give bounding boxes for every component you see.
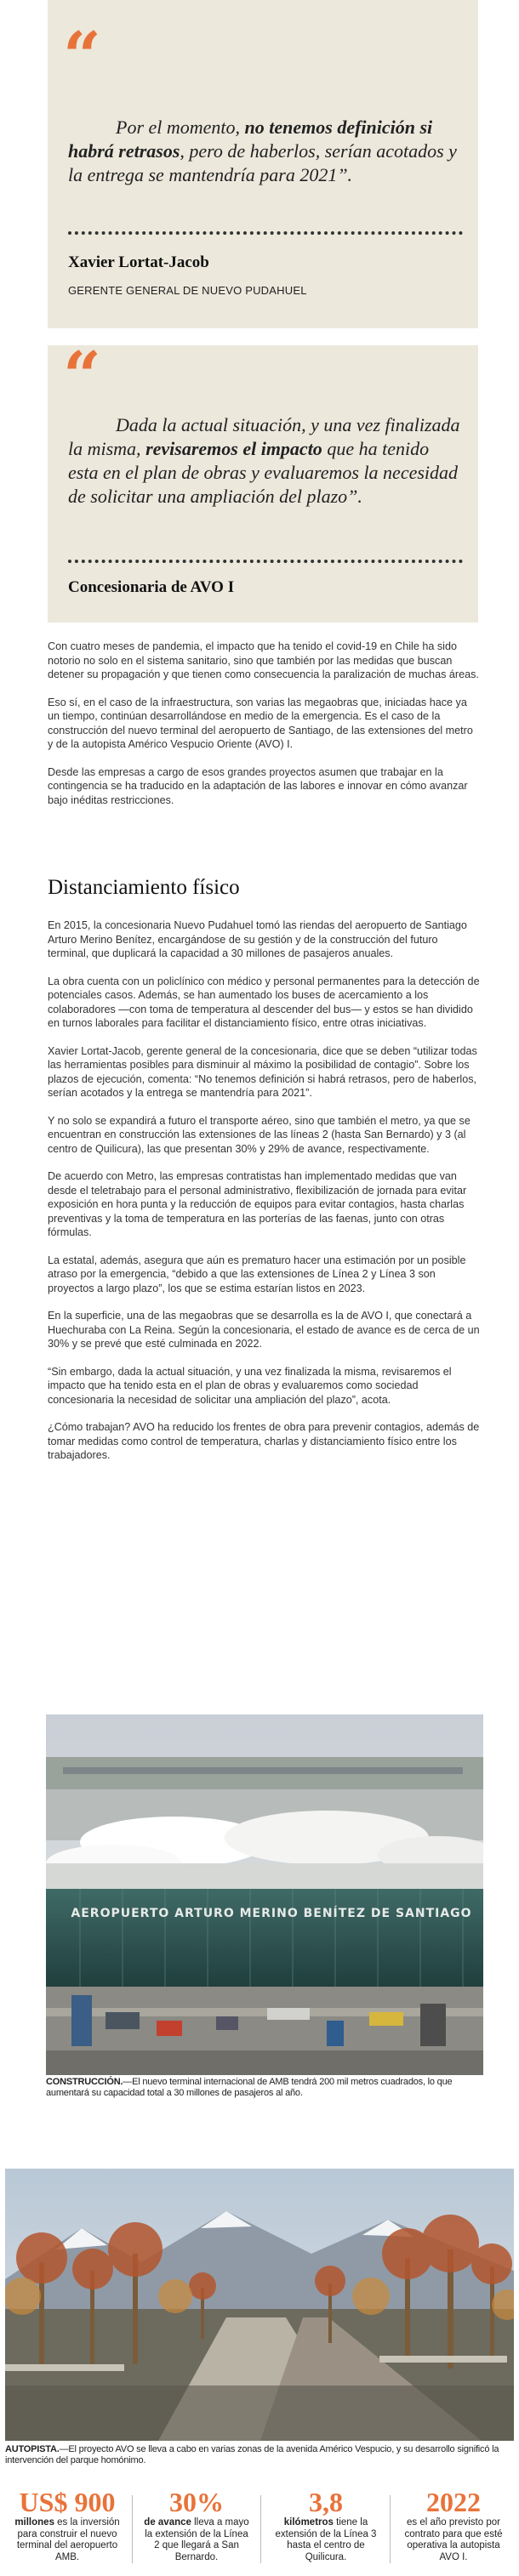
paragraph: ¿Cómo trabajan? AVO ha reducido los frentes de obra para prevenir contagios, además de tomar medidas como control de temperatura, charlas y distanciamiento físico entre los trabajadores.: [48, 1421, 480, 1461]
quote-divider: [68, 231, 463, 235]
quote-text: [68, 116, 463, 187]
stat-divider: [390, 2495, 391, 2563]
airport-caption: [46, 2077, 488, 2099]
stat-value: 30%: [169, 2487, 224, 2517]
caption-label: CONSTRUCCIÓN.: [46, 2077, 123, 2087]
quote-text-part: que ha tenido esta en el plan de obras y evaluaremos la necesidad de solicitar una ampliación del plazo”.: [68, 438, 459, 507]
quote-text-part: Dada la actual situación, y una vez finalizada la misma,: [68, 414, 460, 459]
caption-text: —El proyecto AVO se lleva a cabo en varias zonas de la avenida Américo Vespucio, y su desarrollo significó la intervención del parque homónimo.: [5, 2444, 499, 2465]
quote-text-part: Por el momento,: [116, 117, 245, 138]
stats-bar: [0, 2487, 519, 2576]
quote-text: [68, 413, 463, 509]
paragraph: Y no solo se expandirá a futuro el transporte aéreo, sino que también el metro, ya que se encuentran en construcción las extensiones de las líneas 2 (hasta San Bernardo) y 3 (al centro de Quilicura), las que presentan 30% y 29% de avance, respectivamente.: [48, 1114, 471, 1155]
airport-photo: [46, 1714, 483, 2075]
stat-description: [7, 2517, 128, 2563]
stat-desc-text: tiene la extensión de la Línea 3 hasta el centro de Quilicura.: [275, 2517, 377, 2562]
quote-box-2: [48, 338, 478, 623]
quote-text-bold: no tenemos definición si habrá retrasos: [68, 117, 433, 162]
stat-desc-text: es la inversión para construir el nuevo terminal del aeropuerto AMB.: [16, 2517, 120, 2562]
caption-label: AUTOPISTA.: [5, 2444, 60, 2454]
park-illustration: [5, 2169, 514, 2441]
paragraph: “Sin embargo, dada la actual situación, y una vez finalizada la misma, revisaremos el impacto que ha tenido esta en el plan de obras y evaluaremos como sociedad concesionaria la necesidad de solicitar una ampliación del plazo”, acota.: [48, 1365, 452, 1406]
stat-item: [393, 2487, 514, 2576]
section-text: [48, 918, 480, 1476]
stat-divider: [132, 2495, 133, 2563]
paragraph: En la superficie, una de las megaobras que se desarrolla es la de AVO I, que conectará a Huechuraba con La Reina. Según la concesionaria, el estado de avance es de cerca de un 30% y se prevé que esté culminada en 2022.: [48, 1310, 480, 1350]
quote-divider: [68, 560, 463, 563]
stat-desc-text: lleva a mayo la extensión de la Línea 2 que llegará a San Bernardo.: [145, 2517, 249, 2562]
paragraph: Xavier Lortat-Jacob, gerente general de la concesionaria, dice que se deben “utilizar todas las herramientas posibles para disminuir al máximo la posibilidad de contagio”. Sobre los plazos de ejecución, comenta: “No tenemos definición si habrá retrasos, pero de haberlos, serían acotados y la entrega se mantendría para 2021”.: [48, 1044, 477, 1099]
stat-divider: [260, 2495, 261, 2563]
quote-author-role: GERENTE GENERAL DE NUEVO PUDAHUEL: [68, 284, 307, 297]
paragraph: Con cuatro meses de pandemia, el impacto que ha tenido el covid-19 en Chile ha sido notorio no solo en el sistema sanitario, sino que también por las medidas que buscan detener su propagación y que tienen como consecuencia la paralización de muchas áreas.: [48, 640, 479, 680]
quote-author: Xavier Lortat-Jacob: [68, 253, 209, 271]
stat-value: 3,8: [309, 2487, 343, 2517]
section-heading: Distanciamiento físico: [48, 876, 240, 899]
caption-text: —El nuevo terminal internacional de AMB tendrá 200 mil metros cuadrados, lo que aumentará su capacidad total a 30 millones de pasajeros al año.: [46, 2077, 453, 2098]
paragraph: La estatal, además, asegura que aún es prematuro hacer una estimación por un posible atraso por la emergencia, “debido a que las extensiones de Línea 2 y Línea 3 son proyectos a largo plazo”, los que se estima estarían listos en 2023.: [48, 1254, 466, 1294]
quote-author: Concesionaria de AVO I: [68, 578, 235, 596]
park-caption: [5, 2444, 516, 2466]
paragraph: Desde las empresas a cargo de esos grandes proyectos asumen que trabajar en la contingencia se ha traducido en la adaptación de las labores e innovar en cómo avanzar bajo inéditas restricciones.: [48, 765, 468, 806]
stat-desc-text: es el año previsto por contrato para que esté operativa la autopista AVO I.: [404, 2517, 503, 2562]
stat-value: 2022: [426, 2487, 481, 2517]
quote-text-bold: revisaremos el impacto: [145, 438, 322, 459]
stat-value: US$ 900: [19, 2487, 116, 2517]
stat-desc-bold: de avance: [144, 2517, 191, 2528]
stat-desc-bold: millones: [14, 2517, 54, 2528]
airport-illustration: [46, 1714, 483, 2075]
paragraph: La obra cuenta con un policlínico con médico y personal permanentes para la detección de potenciales casos. Además, se han aumentado los buses de acercamiento a los colaboradores —con toma de temperatura al descender del bus— y estos se han dividido en turnos laborales para facilitar el distanciamiento físico, entre otras iniciativas.: [48, 975, 480, 1029]
intro-text: [48, 640, 480, 821]
quote-box-1: [48, 0, 478, 328]
paragraph: De acuerdo con Metro, las empresas contratistas han implementado medidas que van desde el teletrabajo para el personal administrativo, flexibilización de jornada para evitar exposición en hora punta y la reducción de equipos para evitar contagios, hasta charlas preventivas y la toma de temperatura en las porterías de las faenas, junto con otras fórmulas.: [48, 1170, 467, 1238]
stat-description: [393, 2517, 514, 2563]
stat-item: [136, 2487, 257, 2576]
quote-text-part: , pero de haberlos, serían acotados y la entrega se mantendría para 2021”.: [68, 140, 457, 185]
quote-mark-icon: “: [63, 18, 101, 95]
paragraph: En 2015, la concesionaria Nuevo Pudahuel tomó las riendas del aeropuerto de Santiago Arturo Merino Benítez, encargándose de su gestión y de la construcción del futuro terminal, que duplicará la capacidad a 30 millones de pasajeros anuales.: [48, 919, 467, 959]
airport-sign: AEROPUERTO ARTURO MERINO BENÍTEZ DE SANTIAGO: [71, 1907, 472, 1920]
paragraph: Eso sí, en el caso de la infraestructura, son varias las megaobras que, iniciadas hace ya un tiempo, continúan desarrollándose en medio de la emergencia. Es el caso de la construcción del nuevo terminal del aeropuerto de Santiago, de las extensiones del metro y de la autopista Américo Vespucio Oriente (AVO) I.: [48, 696, 473, 750]
stat-desc-bold: kilómetros: [283, 2517, 334, 2528]
park-photo: [5, 2169, 514, 2441]
stat-description: [136, 2517, 257, 2563]
stat-item: [7, 2487, 128, 2576]
stat-item: [265, 2487, 386, 2576]
quote-mark-icon: “: [63, 338, 101, 415]
stat-description: [265, 2517, 386, 2563]
